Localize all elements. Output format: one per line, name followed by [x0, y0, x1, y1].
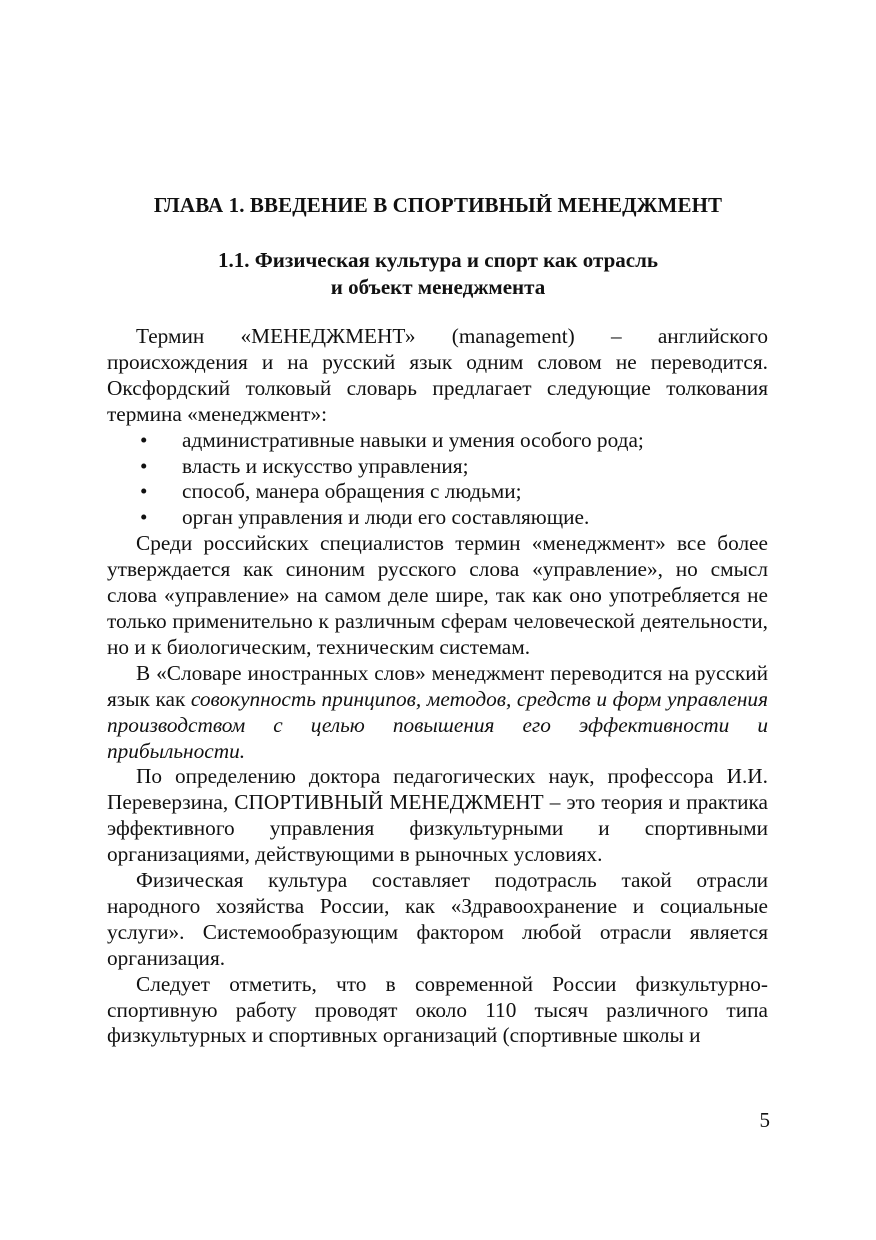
bullet-list	[107, 428, 768, 532]
list-item-text: власть и искусство управления;	[182, 453, 469, 478]
paragraph-4: По определению доктора педагогических наук, профессора И.И. Переверзина, СПОРТИВНЫЙ МЕНЕДЖМЕНТ – это теория и практика эффективного управления физкультурными и спортивными организациями, действующими в рыночных условиях.	[107, 764, 768, 867]
chapter-title: ГЛАВА 1. ВВЕДЕНИЕ В СПОРТИВНЫЙ МЕНЕДЖМЕНТ	[153, 193, 723, 217]
list-item	[107, 479, 768, 505]
bullet-icon: •	[140, 479, 148, 504]
paragraph-3-italic: совокупность принципов, методов, средств и форм управления производством с целью повышения его эффективности и прибыльности.	[107, 686, 768, 763]
paragraph-3	[107, 661, 768, 765]
list-item-text: административные навыки и умения особого рода;	[182, 427, 644, 452]
body-text	[107, 324, 768, 1049]
paragraph-2: Среди российских специалистов термин «менеджмент» все более утверждается как синоним русского слова «управление», но смысл слова «управление» на самом деле шире, так как оно употребляется не только применительно к различным сферам человеческой деятельности, но и к биологическим, техническим системам.	[107, 531, 768, 659]
section-title-line-2: и объект менеджмента	[330, 275, 546, 299]
page-number: 5	[759, 1108, 770, 1132]
list-item-text: орган управления и люди его составляющие.	[182, 505, 590, 530]
section-title	[0, 247, 876, 301]
list-item	[107, 505, 768, 531]
bullet-icon: •	[140, 505, 148, 530]
paragraph-3-start: В «Словаре иностранных слов» менеджмент переводится на русский язык как	[107, 660, 768, 711]
paragraph-6: Следует отметить, что в современной России физкультурно-спортивную работу проводят около 110 тысяч различного типа физкультурных и спортивных организаций (спортивные школы и	[107, 971, 768, 1048]
section-title-line-1: 1.1. Физическая культура и спорт как отрасль	[218, 248, 658, 272]
paragraph-1: Термин «МЕНЕДЖМЕНТ» (management) – английского происхождения и на русский язык одним словом не переводится. Оксфордский толковый словарь предлагает следующие толкования термина «менеджмент»:	[107, 324, 768, 426]
list-item	[107, 454, 768, 480]
paragraph-5: Физическая культура составляет подотрасль такой отрасли народного хозяйства России, как «Здравоохранение и социальные услуги». Системообразующим фактором любой отрасли является организация.	[107, 868, 768, 970]
bullet-icon: •	[140, 453, 148, 478]
list-item	[107, 428, 768, 454]
bullet-icon: •	[140, 427, 148, 452]
list-item-text: способ, манера обращения с людьми;	[182, 479, 522, 504]
